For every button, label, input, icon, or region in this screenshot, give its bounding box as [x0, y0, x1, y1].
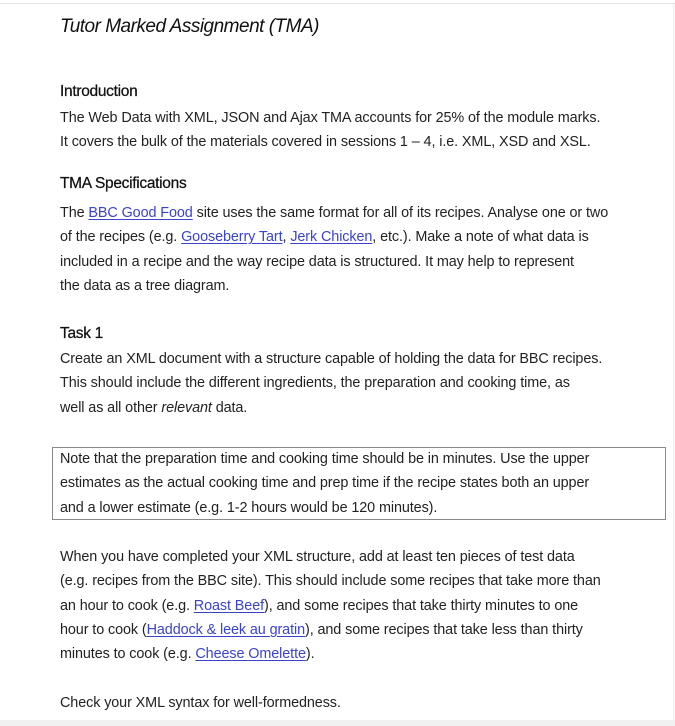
test-data-line	[60, 618, 670, 642]
specifications-line	[60, 201, 670, 225]
introduction-paragraph	[60, 106, 670, 155]
text-run: ), and some recipes that take less than thirty	[305, 621, 583, 638]
text-run: data.	[211, 399, 248, 416]
task1-paragraph	[60, 347, 670, 420]
text-run: well as all other	[60, 399, 162, 416]
specifications-line: included in a recipe and the way recipe data is structured. It may help to represent	[60, 253, 574, 270]
jerk-chicken-link[interactable]: Jerk Chicken	[290, 229, 373, 246]
document-title: Tutor Marked Assignment (TMA)	[60, 16, 319, 37]
page-bottom-band	[0, 720, 675, 726]
specifications-line	[60, 225, 670, 249]
text-run: of the recipes (e.g.	[60, 229, 182, 246]
note-line: Note that the preparation time and cooking time should be in minutes. Use the upper	[60, 451, 590, 467]
specifications-heading: TMA Specifications	[60, 175, 187, 192]
task1-line	[60, 396, 670, 420]
note-line: and a lower estimate (e.g. 1-2 hours would be 120 minutes).	[60, 499, 438, 516]
task1-line: Create an XML document with a structure capable of holding the data for BBC recipes.	[60, 351, 603, 367]
text-run: ), and some recipes that take thirty minutes to one	[264, 597, 579, 614]
test-data-line	[60, 594, 670, 618]
introduction-line: It covers the bulk of the materials covered in sessions 1 – 4, i.e. XML, XSD and XSL.	[60, 134, 591, 151]
cheese-omelette-link[interactable]: Cheese Omelette	[195, 646, 306, 663]
page-right-border	[673, 3, 674, 726]
test-data-line	[60, 642, 670, 666]
page-top-border	[0, 3, 675, 4]
test-data-paragraph	[60, 545, 670, 666]
specifications-paragraph	[60, 201, 670, 298]
text-run: site uses the same format for all of its recipes. Analyse one or two	[192, 205, 609, 221]
haddock-leek-link[interactable]: Haddock & leek au gratin	[146, 621, 305, 638]
note-box	[52, 447, 666, 520]
text-run: The	[60, 205, 89, 221]
text-run: ).	[305, 646, 315, 663]
text-run: ,	[282, 229, 291, 246]
task1-heading: Task 1	[60, 325, 103, 342]
roast-beef-link[interactable]: Roast Beef	[193, 597, 264, 614]
introduction-line: The Web Data with XML, JSON and Ajax TMA accounts for 25% of the module marks.	[60, 110, 601, 126]
bbc-good-food-link[interactable]: BBC Good Food	[88, 205, 193, 221]
test-data-line: When you have completed your XML structure, add at least ten pieces of test data	[60, 549, 575, 565]
syntax-line: Check your XML syntax for well-formedness.	[60, 695, 341, 711]
introduction-heading: Introduction	[60, 83, 138, 100]
emphasis-text: relevant	[161, 399, 212, 416]
text-run: an hour to cook (e.g.	[60, 597, 194, 614]
note-paragraph	[60, 447, 670, 520]
specifications-line: the data as a tree diagram.	[60, 277, 230, 294]
task1-line: This should include the different ingredients, the preparation and cooking time, as	[60, 375, 570, 392]
syntax-paragraph	[60, 691, 670, 715]
text-run: minutes to cook (e.g.	[60, 646, 196, 663]
test-data-line: (e.g. recipes from the BBC site). This should include some recipes that take more than	[60, 573, 601, 590]
text-run: , etc.). Make a note of what data is	[372, 229, 589, 246]
note-line: estimates as the actual cooking time and prep time if the recipe states both an upper	[60, 475, 590, 492]
text-run: hour to cook (	[60, 621, 147, 638]
gooseberry-tart-link[interactable]: Gooseberry Tart	[181, 229, 283, 246]
